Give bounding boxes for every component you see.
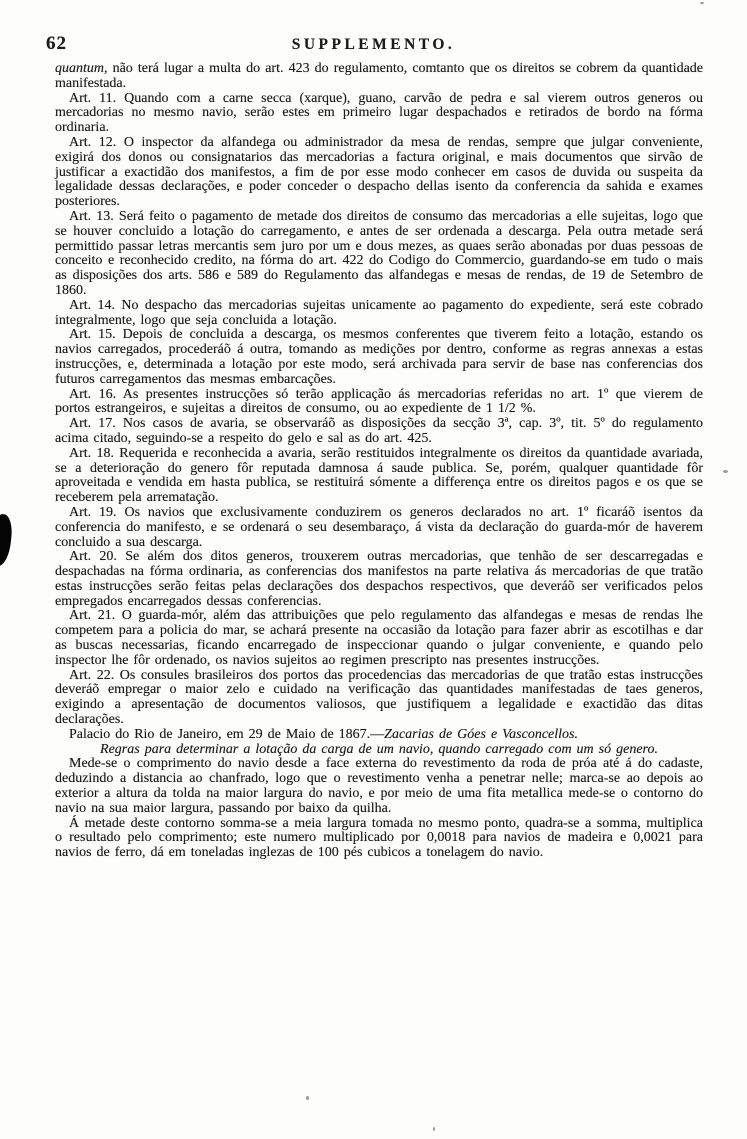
page-number: 62 [46,33,67,54]
article-paragraph-11: Art. 11. Quando com a carne secca (xarque), guano, carvão de pedra e sal vierem outros generos ou mercadorias no mesmo navio, serão estes em primeiro lugar despachados e retirados de bordo na fórma ordinaria. [55,90,703,136]
article-paragraph-20: Art. 20. Se além dos ditos generos, trouxerem outras mercadorias, que tenhão de ser descarregadas e despachadas na fórma ordinaria, as conferencias dos manifestos na parte relativa ás mercadorias de que tratão estas instrucções serão feitas pelas declarações dos despachos respectivos, que deveráõ ser verificados pelos empregados encarregados dessas conferencias. [55,549,703,609]
page-body [55,62,703,861]
scan-speck [723,470,728,473]
scan-speck [306,1096,309,1100]
signature-line [55,728,703,743]
latin-term: quantum, [55,61,108,76]
signature-name: Zacarias de Góes e Vasconcellos. [384,726,578,742]
rules-paragraph-2: Á metade deste contorno somma-se a meia largura tomada no mesmo ponto, quadra-se a somma, multiplica o resultado pelo comprimento; este numero multiplicado por 0,0018 para navios de madeira e 0,0021 para navios de ferro, dá em toneladas inglezas de 100 pés cubicos a tonelagem do navio. [55,815,703,861]
article-paragraph-18: Art. 18. Requerida e reconhecida a avaria, serão restituidos integralmente os direitos da quantidade avariada, se a deterioração do genero fôr reputada damnosa á saude publica. Se, porém, qualquer quantidade fôr aproveitada e vendida em hasta publica, se restituirá sómente a differença entre os direitos pagos e os que se receberem pela arrematação. [55,445,703,506]
article-paragraph-12: Art. 12. O inspector da alfandega ou administrador da mesa de rendas, sempre que julgar conveniente, exigirá dos donos ou consignatarios das mercadorias a factura original, e mais documentos que sirvão de justificar a exactidão dos manifestos, a fim de por esse modo conhecer em casos de duvida ou suspeita da legalidade dessas declarações, e poder conceder o despacho dellas isento da conferencia da sahida e exames posteriores. [55,134,703,210]
continuation-text: não terá lugar a multa do art. 423 do regulamento, comtanto que os direitos se cobrem da quantidade manifestada. [55,61,703,91]
article-paragraph-19: Art. 19. Os navios que exclusivamente conduzirem os generos declarados no art. 1º ficaráõ isentos da conferencia do manifesto, e se ordenará o seu desembaraço, á vista da declaração do guarda-mór de haverem concluido a sua descarga. [55,504,703,550]
article-paragraph-14: Art. 14. No despacho das mercadorias sujeitas unicamente ao pagamento do expediente, será este cobrado integralmente, logo que seja concluida a lotação. [55,297,703,328]
ink-blot-artifact [0,513,14,567]
running-title: SUPPLEMENTO. [291,36,456,53]
rules-heading: Regras para determinar a lotação da carga de um navio, quando carregado com um só genero. [100,741,658,757]
article-paragraph-16: Art. 16. As presentes instrucções só terão applicação ás mercadorias referidas no art. 1º que vierem de portos estrangeiros, e sujeitas a direitos de consumo, ou ao expediente de 1 1/2 %. [55,386,703,417]
continuation-paragraph [55,62,703,92]
article-paragraph-13: Art. 13. Será feito o pagamento de metade dos direitos de consumo das mercadorias a elle sujeitas, logo que se houver concluido a lotação do carregamento, e antes de ser ordenada a descarga. Pela outra metade será permittido passar letras mercantis sem juro por um e dous mezes, as quaes serão abonadas por duas pessoas de conceito e reconhecido credito, na fórma do art. 422 do Codigo do Commercio, guardando-se em tudo o mais as disposições dos arts. 586 e 589 do Regulamento das alfandegas e mesas de rendas, de 19 de Setembro de 1860. [55,208,703,298]
signature-place-date: Palacio do Rio de Janeiro, em 29 de Maio de 1867.— [69,726,385,742]
scan-speck [433,1127,435,1131]
article-paragraph-17: Art. 17. Nos casos de avaria, se observaráõ as disposições da secção 3ª, cap. 3º, tit. 5º do regulamento acima citado, seguindo-se a respeito do gelo e sal as do art. 425. [55,416,703,446]
rules-paragraph-1: Mede-se o comprimento do navio desde a face externa do revestimento da roda de próa até á do cadaste, deduzindo a distancia ao chanfrado, logo que o revestimento venha a penetrar nelle; marca-se ao depois ao exterior a altura da tolda na maior largura do navio, e por meio de uma fita metallica mede-se o contorno do navio na sua maior largura, passando por baixo da quilha. [55,756,703,816]
article-paragraph-15: Art. 15. Depois de concluida a descarga, os mesmos conferentes que tiverem feito a lotação, estando os navios carregados, procederáõ á outra, tomando as medições por dentro, conforme as regras annexas a estas instrucções, e, determinada a lotação por este modo, será archivada para servir de base nas conferencias dos futuros carregamentos das mesmas embarcações. [55,327,703,387]
article-paragraph-21: Art. 21. O guarda-mór, além das attribuições que pelo regulamento das alfandegas e mesas de rendas lhe competem para a policia do mar, se achará presente na occasião da lotação para fazer abrir as escotilhas e dar as buscas necessarias, ficando encarregado de inspeccionar quando o julgar conveniente, e quando pelo inspector lhe fôr ordenado, os navios sujeitos ao regimen prescripto nas presentes instrucções. [55,608,703,668]
article-paragraph-22: Art. 22. Os consules brasileiros dos portos das procedencias das mercadorias de que tratão estas instrucções deveráõ empregar o maior zelo e cuidado na verificação das quantidades manifestadas de taes generos, exigindo a apresentação de documentos valiosos, que justifiquem a legalidade e exactidão das ditas declarações. [55,667,703,728]
scan-speck [700,2,704,4]
